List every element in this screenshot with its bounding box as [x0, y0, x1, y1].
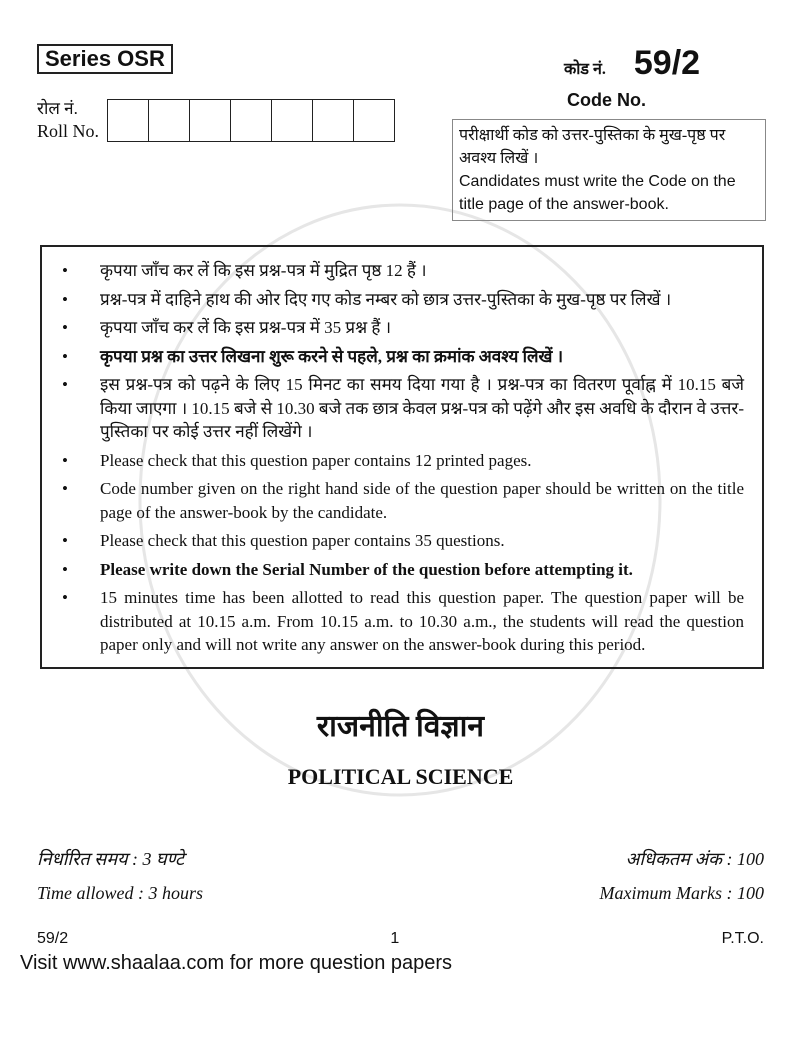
- bullet-icon: •: [62, 289, 68, 309]
- code-row: [564, 44, 700, 89]
- visit-link[interactable]: Visit www.shaalaa.com for more question papers: [20, 951, 453, 974]
- roll-digit-box[interactable]: [108, 100, 149, 141]
- header: [37, 44, 764, 221]
- instruction-item: [58, 259, 744, 283]
- header-left: [37, 44, 395, 142]
- bullet-icon: •: [62, 588, 68, 607]
- bullet-icon: •: [62, 531, 68, 550]
- series-label: Series OSR: [37, 44, 173, 74]
- instruction-item: [58, 558, 744, 582]
- page-number: 1: [390, 929, 400, 947]
- max-marks-hindi: अधिकतम अंक : 100: [625, 848, 764, 869]
- instruction-text: कृपया जाँच कर लें कि इस प्रश्न-पत्र में मुद्रित पृष्ठ 12 हैं ।: [100, 261, 427, 280]
- roll-label-hindi: रोल नं.: [37, 99, 78, 118]
- roll-digit-box[interactable]: [354, 100, 394, 141]
- max-marks: Maximum Marks : 100: [599, 882, 764, 903]
- instruction-text: इस प्रश्न-पत्र को पढ़ने के लिए 15 मिनट का समय दिया गया है । प्रश्न-पत्र का वितरण पूर्वाह्न में 10.15 बजे किया जाएगा । 10.15 बजे से 10.30 बजे तक छात्र केवल प्रश्न-पत्र को पढ़ेंगे और इस अवधि के दौरान वे उत्तर-पुस्तिका पर कोई उत्तर नहीं लिखेंगे ।: [100, 375, 744, 441]
- instruction-item: [58, 345, 744, 369]
- roll-digit-box[interactable]: [231, 100, 272, 141]
- code-note-box: [452, 119, 766, 221]
- note-english: Candidates must write the Code on the title page of the answer-book.: [459, 173, 736, 213]
- roll-number-boxes[interactable]: [107, 99, 395, 142]
- bullet-icon: •: [62, 261, 68, 280]
- instruction-text: Code number given on the right hand side of the question paper should be written on the title page of the answer-book by the candidate.: [100, 479, 744, 522]
- roll-digit-box[interactable]: [272, 100, 313, 141]
- header-right: [452, 44, 764, 221]
- bullet-icon: •: [62, 346, 68, 366]
- code-label: Code No.: [567, 90, 646, 110]
- roll-digit-box[interactable]: [149, 100, 190, 141]
- bullet-icon: •: [62, 479, 68, 498]
- time-allowed: Time allowed : 3 hours: [37, 882, 204, 903]
- subject-title-hindi: राजनीति विज्ञान: [316, 709, 485, 743]
- footer: [37, 929, 764, 949]
- bullet-icon: •: [62, 559, 68, 579]
- meta-row: [37, 879, 764, 907]
- roll-digit-box[interactable]: [313, 100, 354, 141]
- bullet-icon: •: [62, 375, 68, 394]
- code-label-hindi: कोड नं.: [564, 61, 606, 78]
- code-number: 59/2: [633, 44, 701, 82]
- time-allowed-hindi: निर्धारित समय : 3 घण्टे: [37, 848, 185, 869]
- pto-label: P.T.O.: [721, 929, 764, 947]
- bullet-icon: •: [62, 450, 68, 470]
- bullet-icon: •: [62, 318, 68, 337]
- instructions-box: [40, 245, 764, 669]
- roll-labels: [37, 98, 99, 142]
- instruction-item: [58, 477, 744, 524]
- instruction-text: प्रश्न-पत्र में दाहिने हाथ की ओर दिए गए कोड नम्बर को छात्र उत्तर-पुस्तिका के मुख-पृष्ठ पर लिखें ।: [100, 289, 672, 309]
- instruction-item: [58, 373, 744, 444]
- instruction-text: कृपया प्रश्न का उत्तर लिखना शुरू करने से पहले, प्रश्न का क्रमांक अवश्य लिखें ।: [100, 346, 564, 366]
- instruction-text: Please check that this question paper contains 12 printed pages.: [100, 450, 532, 470]
- roll-digit-box[interactable]: [190, 100, 231, 141]
- footer-code: 59/2: [37, 929, 69, 947]
- instruction-item: [58, 529, 744, 553]
- instruction-text: Please write down the Serial Number of the question before attempting it.: [100, 559, 633, 579]
- meta-row-hindi: [37, 845, 764, 873]
- instruction-text: Please check that this question paper contains 35 questions.: [100, 531, 505, 550]
- instruction-text: कृपया जाँच कर लें कि इस प्रश्न-पत्र में 35 प्रश्न हैं ।: [100, 318, 392, 337]
- roll-label: Roll No.: [37, 121, 100, 141]
- note-hindi: परीक्षार्थी कोड को उत्तर-पुस्तिका के मुख-पृष्ठ पर अवश्य लिखें ।: [459, 127, 726, 167]
- subject-title: POLITICAL SCIENCE: [287, 763, 514, 789]
- instruction-item: [58, 288, 744, 312]
- instruction-text: 15 minutes time has been allotted to read this question paper. The question paper will be distributed at 10.15 a.m. From 10.15 a.m. to 10.30 a.m., the students will read the question paper only and will not write any answer on the answer-book during this period.: [100, 588, 744, 654]
- instruction-item: [58, 586, 744, 657]
- instruction-item: [58, 449, 744, 473]
- instruction-item: [58, 316, 744, 340]
- roll-number-row: [37, 98, 395, 142]
